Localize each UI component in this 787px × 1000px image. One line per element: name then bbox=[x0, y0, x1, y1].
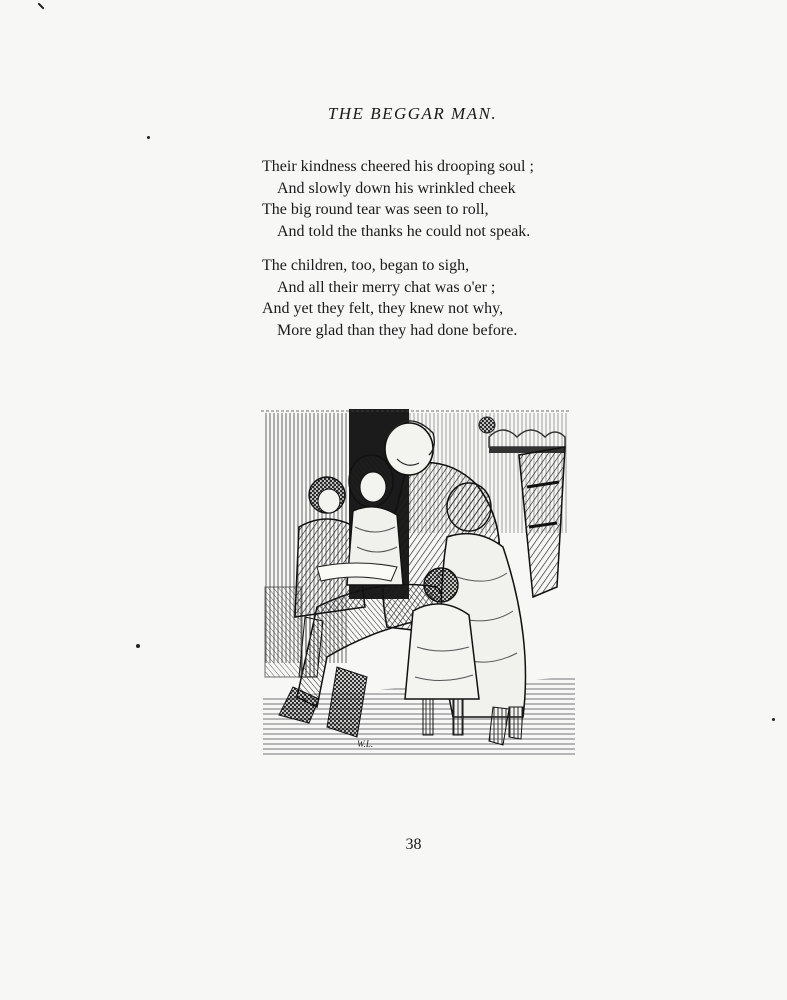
engraving-svg bbox=[257, 407, 575, 755]
page-number bbox=[0, 836, 787, 854]
poem-line: And yet they felt, they knew not why, bbox=[262, 300, 504, 317]
poem-line: More glad than they had done before. bbox=[277, 321, 518, 339]
poem-line: And slowly down his wrinkled cheek bbox=[277, 179, 516, 197]
paper-speck bbox=[136, 644, 140, 648]
paper-speck bbox=[772, 718, 775, 721]
poem-line: The children, too, began to sigh, bbox=[262, 257, 470, 274]
stanza-2 bbox=[262, 255, 534, 341]
poem-line: Their kindness cheered his drooping soul ; bbox=[262, 158, 534, 175]
running-title-text: THE BEGGAR MAN. bbox=[327, 104, 498, 123]
stanza-1 bbox=[262, 156, 534, 242]
poem-line: And all their merry chat was o'er ; bbox=[277, 278, 496, 296]
artist-signature: W.L. bbox=[357, 739, 374, 749]
page-number-text: 38 bbox=[405, 836, 422, 853]
engraving-illustration bbox=[257, 407, 575, 755]
poem-line: The big round tear was seen to roll, bbox=[262, 201, 489, 218]
poem-line: And told the thanks he could not speak. bbox=[277, 222, 531, 240]
running-title bbox=[0, 104, 787, 124]
paper-speck bbox=[37, 2, 44, 9]
paper-speck bbox=[147, 136, 150, 139]
poem bbox=[262, 156, 534, 354]
